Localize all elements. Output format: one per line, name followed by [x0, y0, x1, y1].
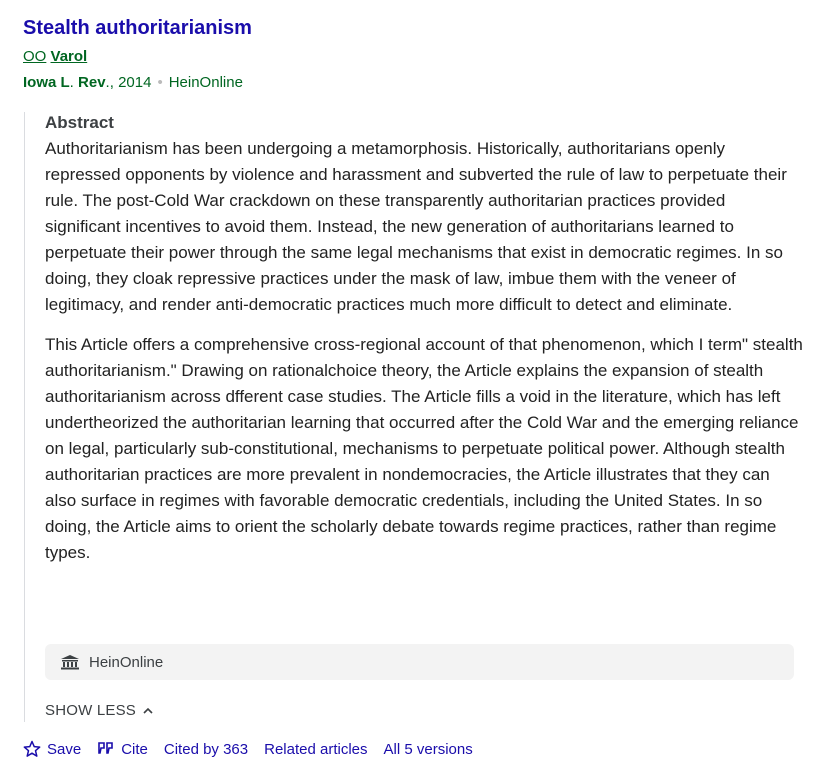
star-icon — [23, 740, 41, 758]
quote-icon — [97, 741, 115, 757]
show-less-label: SHOW LESS — [45, 702, 136, 719]
journal-separator-2: ., — [105, 74, 119, 91]
save-button[interactable] — [23, 740, 81, 758]
cite-button[interactable] — [97, 741, 148, 758]
full-text-source-link[interactable] — [45, 644, 794, 680]
publication-line — [23, 74, 243, 91]
related-articles-link[interactable]: Related articles — [264, 740, 368, 758]
journal-name-part1: Iowa L — [23, 74, 70, 91]
publisher-source: HeinOnline — [168, 74, 243, 91]
abstract-paragraph-1: Authoritarianism has been undergoing a metamorphosis. Historically, authoritarians openly repressed opponents by violence and harassment and subverted the rule of law to perpetuate their rule. The post-Cold War crackdown on these transparently authoritarian practices provided significant incentives to avoid them. Instead, the new generation of authoritarians learned to perpetuate their power through the same legal mechanisms that exist in democratic regimes. In so doing, they cloak repressive practices under the mask of law, imbue them with the veneer of legitimacy, and render anti-democratic practices much more difficult to detect and eliminate. — [45, 139, 787, 314]
result-actions — [23, 740, 489, 758]
chevron-up-icon — [142, 706, 154, 716]
result-title-link[interactable]: Stealth authoritarianism — [23, 17, 252, 39]
all-versions-link[interactable]: All 5 versions — [383, 740, 473, 758]
cited-by-link[interactable]: Cited by 363 — [163, 740, 249, 758]
separator-dot: • — [157, 74, 163, 91]
journal-name-part2: Rev — [78, 74, 106, 91]
abstract-heading: Abstract — [45, 113, 114, 132]
author-surname-link[interactable]: Varol — [50, 48, 88, 65]
cite-label: Cite — [121, 740, 148, 758]
abstract-section — [45, 112, 803, 580]
abstract-paragraph-2: This Article offers a comprehensive cross-regional account of that phenomenon, which I term" stealth authoritarianism." Drawing on rationalchoice theory, the Article explains the expansion of stealth authoritarianism across dfferent case studies. The Article fills a void in the literature, which has left undertheorized the authoritarian learning that occurred after the Cold War and the emerging reliance on legal, particularly sub-constitutional, mechanisms to perpetuate political power. Although stealth authoritarian practices are more prevalent in nondemocracies, the Article illustrates that they can also surface in regimes with favorable democratic credentials, including the United States. In so doing, the Article aims to orient the scholarly debate towards regime practices, rather than regime types. — [45, 335, 803, 562]
publication-year: 2014 — [118, 74, 152, 91]
show-less-button[interactable] — [45, 702, 154, 719]
author-line — [23, 48, 87, 65]
author-initials-link[interactable]: OO — [23, 48, 47, 65]
save-label: Save — [47, 740, 82, 758]
journal-separator-1: . — [69, 74, 79, 91]
abstract-left-border — [24, 112, 25, 722]
source-box-label: HeinOnline — [89, 653, 164, 671]
institution-icon — [60, 654, 80, 670]
